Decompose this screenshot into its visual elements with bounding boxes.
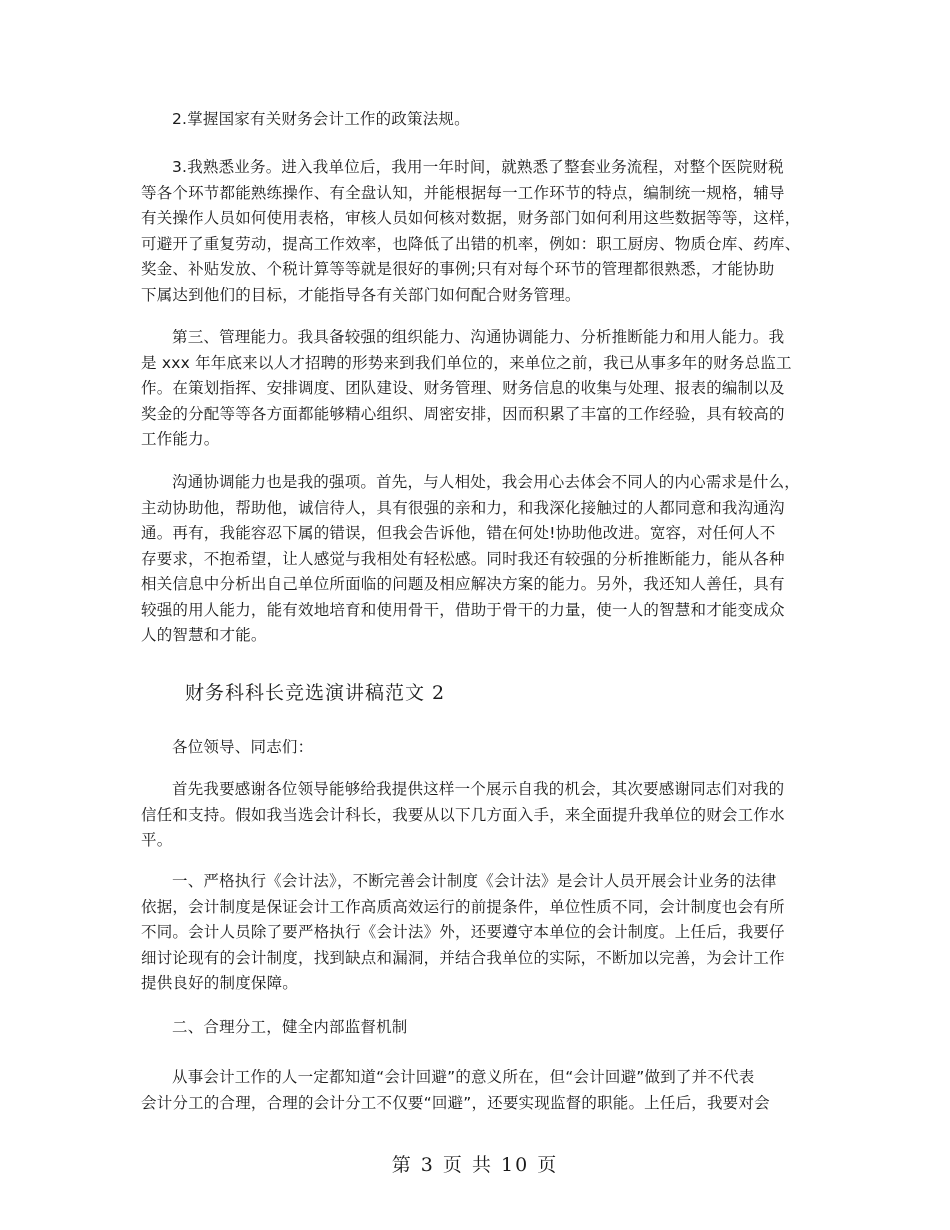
paragraph-greeting bbox=[141, 735, 817, 761]
paragraph-accounting-avoidance bbox=[141, 1065, 817, 1116]
paragraph-communication bbox=[141, 470, 817, 649]
paragraph-business-familiarity bbox=[141, 155, 817, 308]
text-line: 首先我要感谢各位领导能够给我提供这样一个展示自我的机会，其次要感谢同志们对我的 bbox=[172, 780, 785, 798]
text-line: 依据，会计制度是保证会计工作高质高效运行的前提条件，单位性质不同，会计制度也会有所 bbox=[141, 897, 785, 916]
text-line: 不同。会计人员除了要严格执行《会计法》外，还要遵守本单位的会计制度。上任后，我要仔 bbox=[141, 923, 785, 941]
paragraph-policy bbox=[141, 107, 817, 133]
text-line: 较强的用人能力，能有效地培育和使用骨干，借助于骨干的力量，使一人的智慧和才能变成众 bbox=[141, 600, 785, 619]
text-line: 作。在策划指挥、安排调度、团队建设、财务管理、财务信息的收集与处理、报表的编制以及 bbox=[141, 379, 785, 397]
text-line: 可避开了重复劳动，提高工作效率，也降低了出错的机率，例如：职工厨房、物质仓库、药库、 bbox=[141, 234, 801, 253]
text-line: 人的智慧和才能。 bbox=[141, 626, 267, 644]
text-line: 下属达到他们的目标，才能指导各有关部门如何配合财务管理。 bbox=[141, 285, 581, 304]
text-line: 通。再有，我能容忍下属的错误，但我会告诉他，错在何处!协助他改进。宽容，对任何人不 bbox=[141, 524, 776, 542]
text-line: 奖金的分配等等各方面都能够精心组织、周密安排，因而积累了丰富的工作经验，具有较高的 bbox=[141, 404, 785, 423]
text-line: 提供良好的制度保障。 bbox=[141, 974, 299, 992]
text-line: 信任和支持。假如我当选会计科长，我要从以下几方面入手，来全面提升我单位的财会工作水 bbox=[141, 805, 785, 824]
text-line: 存要求，不抱希望，让人感觉与我相处有轻松感。同时我还有较强的分析推断能力，能从各种 bbox=[141, 549, 785, 568]
text-line: 是 xxx 年年底来以人才招聘的形势来到我们单位的，来单位之前，我已从事多年的财务总监工 bbox=[141, 353, 792, 372]
text-line: 会计分工的合理，合理的会计分工不仅要“回避”，还要实现监督的职能。上任后，我要对会 bbox=[141, 1093, 770, 1112]
text-line: 有关操作人员如何使用表格，审核人员如何核对数据，财务部门如何利用这些数据等等，这样， bbox=[141, 209, 801, 227]
paragraph-thanks bbox=[141, 777, 817, 854]
paragraph-accounting-law bbox=[141, 869, 817, 997]
paragraph-management-ability bbox=[141, 325, 817, 453]
text-line: 奖金、补贴发放、个税计算等等就是很好的事例;只有对每个环节的管理都很熟悉，才能协助 bbox=[141, 260, 775, 278]
text-line: 一、严格执行《会计法》，不断完善会计制度《会计法》是会计人员开展会计业务的法律 bbox=[172, 872, 777, 890]
text-line: 工作能力。 bbox=[141, 430, 220, 448]
page-number-footer: 第 3 页 共 10 页 bbox=[391, 1154, 559, 1176]
text-line: 从事会计工作的人一定都知道“会计回避”的意义所在，但“会计回避”做到了并不代表 bbox=[172, 1068, 755, 1086]
text-line: 二、合理分工，健全内部监督机制 bbox=[172, 1018, 408, 1036]
text-line: 平。 bbox=[141, 831, 173, 849]
text-line: 等各个环节都能熟练操作、有全盘认知，并能根据每一工作环节的特点，编制统一规格，辅导 bbox=[141, 183, 785, 202]
text-line: 2.掌握国家有关财务会计工作的政策法规。 bbox=[172, 110, 470, 128]
text-line: 3.我熟悉业务。进入我单位后，我用一年时间，就熟悉了整套业务流程，对整个医院财税 bbox=[172, 158, 784, 176]
text-line: 第三、管理能力。我具备较强的组织能力、沟通协调能力、分析推断能力和用人能力。我 bbox=[172, 328, 785, 346]
text-line: 相关信息中分析出自己单位所面临的问题及相应解决方案的能力。另外，我还知人善任，具有 bbox=[141, 575, 785, 593]
text-line: 各位领导、同志们： bbox=[172, 738, 314, 756]
text-line: 主动协助他，帮助他，诚信待人，具有很强的亲和力，和我深化接触过的人都同意和我沟通沟 bbox=[141, 498, 785, 517]
text-line: 沟通协调能力也是我的强项。首先，与人相处，我会用心去体会不同人的内心需求是什么， bbox=[172, 473, 801, 491]
section-heading: 财务科科长竞选演讲稿范文 2 bbox=[185, 682, 446, 704]
text-line: 细讨论现有的会计制度，找到缺点和漏洞，并结合我单位的实际，不断加以完善，为会计工作 bbox=[141, 948, 785, 967]
paragraph-division-heading bbox=[141, 1015, 817, 1041]
